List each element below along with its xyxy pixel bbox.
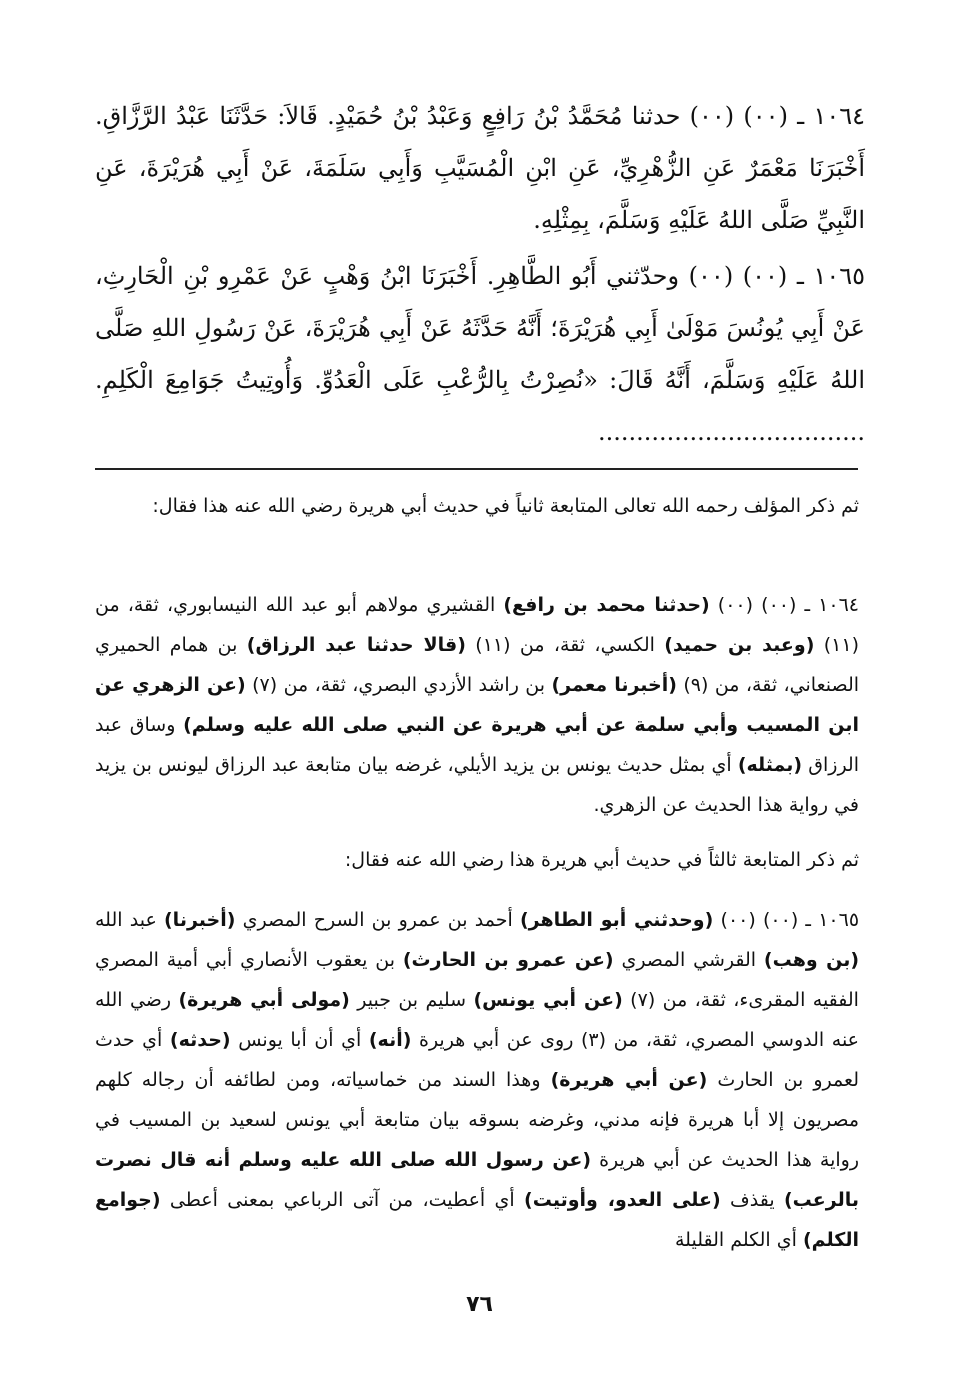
c1065-s12: أي أعطيت، من آتى الرباعي بمعنى أعطى xyxy=(160,1189,525,1211)
c1065-s2: أحمد بن عمرو بن السرح المصري xyxy=(235,909,520,931)
c1065-b10: (عن رسول الله صلى الله عليه وسلم أنه قال نصرت بالرعب) xyxy=(95,1149,859,1211)
c1065-s7: رضي الله عنه الدوسي المصري، ثقة، من (٣) روى عن أبي هريرة xyxy=(95,989,860,1051)
c1064-s5: بن راشد الأزدي البصري، ثقة، من (٧) xyxy=(245,674,552,696)
commentary-intro-1: ثم ذكر المؤلف رحمه الله تعالى المتابعة ثانياً في حديث أبي هريرة رضي الله عنه هذا فقال: xyxy=(152,495,859,517)
c1065-s13: أي الكلم القليلة xyxy=(675,1229,803,1251)
c1065-b12: (جوامع الكلم) xyxy=(95,1189,859,1251)
c1065-b2: (أخبرنا) xyxy=(164,909,236,931)
c1064-s4: بن همام الحميري الصنعاني، ثقة، من (٩) xyxy=(95,634,860,696)
commentary-1064 xyxy=(95,585,859,825)
c1065-s9: أي حدث لعمرو بن الحارث xyxy=(95,1029,859,1091)
c1064-s3: الكسي، ثقة، من (١١) xyxy=(465,634,665,656)
c1064-b2: (وعبد بن حميد) xyxy=(664,634,815,656)
hadith-1065: ١٠٦٥ ـ (٠٠) (٠٠) وحدّثني أَبُو الطَّاهِرِ. أَخْبَرَنَا ابْنُ وَهْبٍ عَنْ عَمْرِو بْنِ الْحَارِثِ، عَنْ أَبِي يُونُسَ مَوْلَىٰ أَبِي هُرَيْرَةَ؛ أَنَّهُ حَدَّثَهُ عَنْ أَبِي هُرَيْرَةَ، عَنْ رَسُولِ اللهِ صَلَّى اللهُ عَلَيْهِ وَسَلَّمَ، أَنَّهُ قَالَ: «نُصِرْتُ بِالرُّعْبِ عَلَى الْعَدُوِّ. وَأُوتِيتُ جَوَامِعَ الْكَلِمِ. xyxy=(95,262,866,394)
c1064-s6: وساق عبد الرزاق xyxy=(95,714,859,776)
c1065-s1: ١٠٦٥ ـ (٠٠) (٠٠) xyxy=(713,909,860,931)
c1064-b6: (بمثله) xyxy=(737,754,803,776)
c1065-b5: (عن أبي يونس) xyxy=(473,989,623,1011)
commentary-intro-2: ثم ذكر المتابعة ثالثاً في حديث أبي هريرة هذا رضي الله عنه فقال: xyxy=(344,849,859,871)
c1064-s2: القشيري مولاهم أبو عبد الله النيسابوري، ثقة، من (١١) xyxy=(95,594,860,656)
c1065-b8: (حدثه) xyxy=(169,1029,231,1051)
c1065-s10: وهذا السند من خماسياته، ومن لطائفه أن رجاله كلهم مصريون إلا أبا هريرة فإنه مدني، وغرضه بسوقه بيان متابعة أبي يونس لسعيد بن المسيب في رواية هذا الحديث عن أبي هريرة xyxy=(95,1069,860,1171)
hadith-1064: ١٠٦٤ ـ (٠٠) (٠٠) حدثنا مُحَمَّدُ بْنُ رَافِعٍ وَعَبْدُ بْنُ حُمَيْدٍ. قَالاَ: حَدَّثَنَا عَبْدُ الرَّزَّاقِ. أَخْبَرَنَا مَعْمَرٌ عَنِ الزُّهْرِيِّ، عَنِ ابْنِ الْمُسَيَّبِ وَأَبِي سَلَمَةَ، عَنْ أَبِي هُرَيْرَةَ، عَنِ النَّبِيِّ صَلَّى اللهُ عَلَيْهِ وَسَلَّمَ، بِمِثْلِهِ. xyxy=(95,102,866,234)
c1065-b1: (وحدثني أبو الطاهر) xyxy=(519,909,714,931)
c1064-b1: (حدثنا محمد بن رافع) xyxy=(503,594,710,616)
c1065-s8: أي أن أبا يونس xyxy=(230,1029,369,1051)
c1065-b4: (عن عمرو بن الحارث) xyxy=(402,949,614,971)
c1065-s3: عبد الله xyxy=(95,909,164,931)
c1065-b9: (عن أبي هريرة) xyxy=(550,1069,708,1091)
c1064-b4: (أخبرنا معمر) xyxy=(551,674,677,696)
c1064-b5: (عن الزهري عن ابن المسيب وأبي سلمة عن أبي هريرة عن النبي صلى الله عليه وسلم) xyxy=(95,674,859,736)
c1064-s1: ١٠٦٤ ـ (٠٠) (٠٠) xyxy=(709,594,859,616)
c1065-s6: سليم بن جبير xyxy=(349,989,474,1011)
c1065-s4: القرشي المصري xyxy=(613,949,764,971)
c1064-s7: أي بمثل حديث يونس بن يزيد الأيلي، غرضه بيان متابعة عبد الرزاق ليونس بن يزيد في رواية هذا الحديث عن الزهري. xyxy=(95,754,859,816)
hadith-1065-text xyxy=(95,250,865,458)
c1065-b6: (مولى أبي هريرة) xyxy=(178,989,350,1011)
c1065-b3: (بن وهب) xyxy=(763,949,860,971)
hadith-1064-text xyxy=(95,90,865,246)
c1064-b3: (قالا حدثنا عبد الرزاق) xyxy=(246,634,466,656)
commentary-1065 xyxy=(95,900,859,1260)
c1065-s5: بن يعقوب الأنصاري أبي أمية المصري الفقيه المقرىء، ثقة، من (٧) xyxy=(95,949,859,1011)
page-number: ٧٦ xyxy=(466,1292,493,1317)
c1065-b11: (على العدو، وأوتيت) xyxy=(524,1189,721,1211)
c1065-b7: (أنه) xyxy=(368,1029,412,1051)
ellipsis: ................................... xyxy=(597,418,865,446)
c1065-s11: يقذف xyxy=(720,1189,784,1211)
footnote-divider xyxy=(95,468,858,470)
